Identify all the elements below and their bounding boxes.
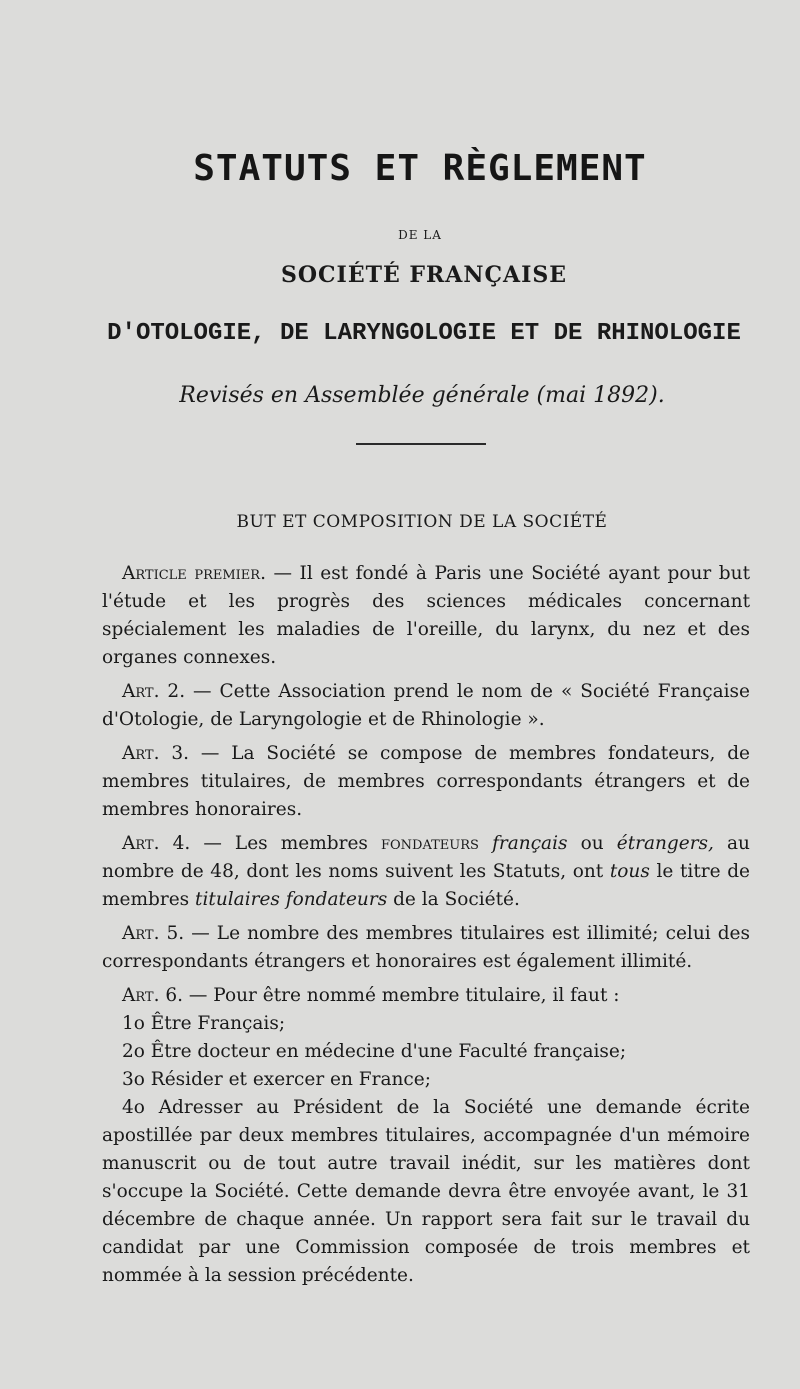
article-text: — La Société se compose de membres fondateurs, de membres titulaires, de membres correspondants étrangers et de membres honoraires.: [102, 743, 750, 820]
article-4: [102, 830, 750, 914]
condition-item: 2o Être docteur en médecine d'une Faculté française;: [122, 1041, 627, 1062]
article-text: — Il est fondé à Paris une Société ayant pour but l'étude et les progrès des sciences médicales concernant spécialement les maladies de l'oreille, du larynx, du nez et des organes connexes.: [102, 563, 750, 668]
article-text: étrangers,: [616, 833, 714, 854]
article-text: — Les membres: [190, 833, 381, 854]
article-3: [102, 740, 750, 824]
condition-item: 3o Résider et exercer en France;: [122, 1069, 431, 1090]
article-text: fondateurs: [380, 833, 479, 854]
article-text: — Pour être nommé membre titulaire, il faut :: [183, 985, 620, 1006]
article-label: Art. 5.: [122, 923, 185, 944]
article-6: [102, 982, 750, 1010]
article-text: le titre de membres: [102, 861, 751, 910]
divider-rule: [356, 443, 486, 445]
article-text: — Le nombre des membres titulaires est illimité; celui des correspondants étrangers et honoraires est également illimité.: [102, 923, 750, 972]
article-text: ou: [567, 833, 617, 854]
condition-item: 4o Adresser au Président de la Société une demande écrite apostillée par deux membres titulaires, accompagnée d'un mémoire manuscrit ou de tout autre travail inédit, sur les matières dont s'occupe la Société. Cette demande devra être envoyée avant, le 31 décembre de chaque année. Un rapport sera fait sur le travail du candidat par une Commission composée de trois membres et nommée à la session précédente.: [102, 1097, 750, 1286]
article-text: de la Société.: [387, 889, 520, 910]
article-text: tous: [609, 861, 650, 882]
article-text: [479, 833, 492, 854]
section-heading: BUT ET COMPOSITION DE LA SOCIÉTÉ: [236, 512, 608, 532]
article-label: Art. 4.: [122, 833, 191, 854]
article-label: Art. 2.: [122, 681, 186, 702]
articles-body: [102, 560, 750, 1290]
article-label: Article premier.: [122, 563, 266, 584]
article-label: Art. 6.: [122, 985, 184, 1006]
article-5: [102, 920, 750, 976]
article-2: [102, 678, 750, 734]
article-text: au nombre de 48, dont les noms suivent les Statuts, ont: [102, 833, 750, 882]
article-text: — Cette Association prend le nom de « Société Française d'Otologie, de Laryngologie et de Rhinologie ».: [102, 681, 750, 730]
subtitle-de-la: DE LA: [398, 228, 442, 242]
article-1: [102, 560, 750, 672]
article-text: titulaires fondateurs: [195, 889, 388, 910]
society-name: SOCIÉTÉ FRANÇAISE: [280, 262, 568, 288]
discipline-line: D'OTOLOGIE, DE LARYNGOLOGIE ET DE RHINOLOGIE: [107, 320, 741, 347]
article-label: Art. 3.: [122, 743, 189, 764]
condition-item: 1o Être Français;: [122, 1013, 286, 1034]
revision-note: Revisés en Assemblée générale (mai 1892).: [179, 383, 665, 408]
document-title: STATUTS ET RÈGLEMENT: [193, 148, 647, 189]
article-text: français: [492, 833, 568, 854]
